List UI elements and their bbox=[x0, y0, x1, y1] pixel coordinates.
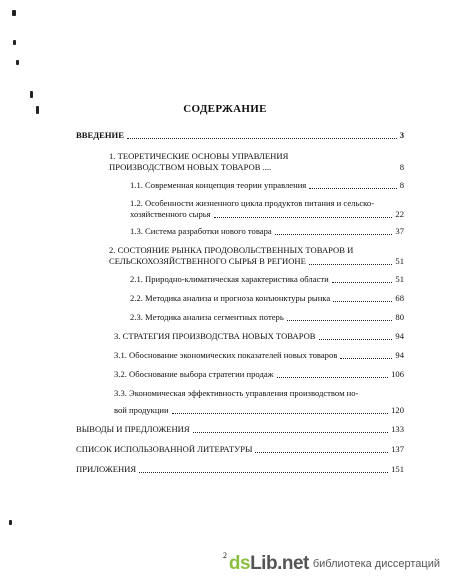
page-title: СОДЕРЖАНИЕ bbox=[183, 103, 267, 115]
leader-dots bbox=[287, 319, 393, 321]
leader-dots bbox=[193, 431, 389, 433]
toc-entry-label: 2.3. Методика анализа сегментных потерь bbox=[130, 312, 284, 322]
leader-dots bbox=[340, 357, 392, 359]
leader-dots bbox=[275, 233, 393, 235]
toc-entry-label: 1.1. Современная концепция теории управления bbox=[130, 180, 307, 190]
toc-entry-page: 37 bbox=[395, 226, 404, 236]
leader-dots bbox=[332, 281, 393, 283]
scan-mark bbox=[13, 40, 16, 45]
toc-entry-page: 106 bbox=[391, 369, 404, 379]
scan-mark bbox=[12, 10, 16, 16]
toc-entry-page: 8 bbox=[399, 180, 404, 190]
toc-entry-line: 3.3. Экономическая эффективность управления производством но- bbox=[114, 388, 359, 398]
toc-entry-label: 3.1. Обоснование экономических показателей новых товаров bbox=[114, 350, 338, 360]
leader-dots bbox=[333, 300, 392, 302]
leader-dots bbox=[255, 451, 388, 453]
leader-dots bbox=[319, 338, 393, 340]
leader-dots bbox=[172, 412, 388, 414]
scan-mark bbox=[16, 60, 19, 65]
toc-entry-introduction bbox=[76, 130, 404, 141]
toc-entry-label: ПРИЛОЖЕНИЯ bbox=[76, 464, 137, 474]
toc-entry-section-2-3 bbox=[130, 312, 404, 323]
toc-entry-line: 2. СОСТОЯНИЕ РЫНКА ПРОДОВОЛЬСТВЕННЫХ ТОВАРОВ И bbox=[109, 245, 354, 255]
toc-entry-line: 1. ТЕОРЕТИЧЕСКИЕ ОСНОВЫ УПРАВЛЕНИЯ bbox=[109, 151, 289, 161]
toc-entry-conclusions bbox=[76, 424, 404, 435]
toc-entry-page: 51 bbox=[395, 274, 404, 284]
toc-entry-appendices bbox=[76, 464, 404, 475]
page-number: 2 bbox=[223, 551, 227, 560]
toc-entry-label: 2.1. Природно-климатическая характеристика области bbox=[130, 274, 329, 284]
toc-entry-chapter-2 bbox=[109, 245, 404, 267]
toc-entry-page: 8 bbox=[399, 162, 404, 172]
toc-entry-page: 133 bbox=[391, 424, 404, 434]
toc-entry-page: 151 bbox=[391, 464, 404, 474]
leader-dots bbox=[277, 376, 389, 378]
leader-dots bbox=[309, 187, 396, 189]
watermark-logo: dsLib.net bbox=[228, 553, 309, 574]
leader-dots bbox=[274, 169, 397, 171]
leader-dots bbox=[214, 216, 393, 218]
toc-entry-label: СПИСОК ИСПОЛЬЗОВАННОЙ ЛИТЕРАТУРЫ bbox=[76, 444, 253, 454]
toc-entry-section-2-1 bbox=[130, 274, 404, 285]
toc-entry-section-1-3 bbox=[130, 226, 404, 237]
toc-entry-section-3-2 bbox=[114, 369, 404, 380]
toc-entry-label: ВЫВОДЫ И ПРЕДЛОЖЕНИЯ bbox=[76, 424, 190, 434]
scan-mark bbox=[30, 91, 33, 98]
toc-entry-page: 68 bbox=[395, 293, 404, 303]
toc-entry-section-2-2 bbox=[130, 293, 404, 304]
toc-entry-section-3-1 bbox=[114, 350, 404, 361]
toc-entry-page: 80 bbox=[395, 312, 404, 322]
watermark-subtitle: библиотека диссертаций bbox=[312, 558, 440, 570]
toc-entry-page: 3 bbox=[399, 130, 404, 140]
watermark bbox=[229, 553, 440, 575]
toc-entry-label: вой продукции bbox=[114, 405, 169, 415]
toc-entry-section-1-1 bbox=[130, 180, 404, 191]
toc-entry-page: 22 bbox=[395, 209, 404, 219]
toc-entry-label: ВВЕДЕНИЕ bbox=[76, 130, 124, 140]
toc-entry-page: 94 bbox=[395, 350, 404, 360]
leader-dots bbox=[139, 471, 388, 473]
toc-entry-label: СЕЛЬСКОХОЗЯЙСТВЕННОГО СЫРЬЯ В РЕГИОНЕ bbox=[109, 256, 306, 266]
toc-entry-section-3-3 bbox=[114, 388, 404, 416]
scan-mark bbox=[9, 520, 12, 525]
toc-entry-line: 1.2. Особенности жизненного цикла продуктов питания и сельско- bbox=[130, 198, 375, 208]
toc-entry-chapter-1 bbox=[109, 151, 404, 173]
toc-entry-section-1-2 bbox=[130, 198, 404, 220]
toc-entry-label: 3.2. Обоснование выбора стратегии продаж bbox=[114, 369, 274, 379]
leader-dots bbox=[309, 263, 393, 265]
toc-entry-page: 94 bbox=[395, 331, 404, 341]
toc-entry-page: 120 bbox=[391, 405, 404, 415]
toc-entry-label: хозяйственного сырья bbox=[130, 209, 211, 219]
leader-dots bbox=[127, 137, 397, 139]
toc-entry-page: 51 bbox=[395, 256, 404, 266]
toc-entry-chapter-3 bbox=[114, 331, 404, 342]
toc-entry-label: 1.3. Система разработки нового товара bbox=[130, 226, 272, 236]
toc-entry-bibliography bbox=[76, 444, 404, 455]
toc-entry-label: ПРОИЗВОДСТВОМ НОВЫХ ТОВАРОВ .... bbox=[109, 162, 272, 172]
toc-entry-page: 137 bbox=[391, 444, 404, 454]
toc-entry-label: 3. СТРАТЕГИЯ ПРОИЗВОДСТВА НОВЫХ ТОВАРОВ bbox=[114, 331, 316, 341]
toc-entry-label: 2.2. Методика анализа и прогноза конъюнктуры рынка bbox=[130, 293, 331, 303]
